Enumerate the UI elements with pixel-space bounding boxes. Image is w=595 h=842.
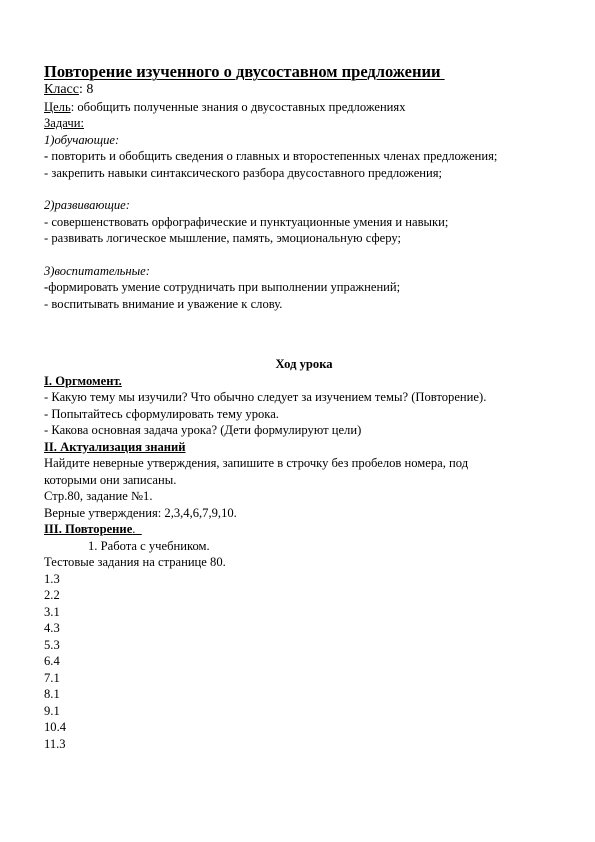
- section2-heading: 2)развивающие:: [44, 198, 130, 212]
- part1-line: - Какова основная задача урока? (Дети формулируют цели): [44, 423, 362, 437]
- section3-item: -формировать умение сотрудничать при выполнении упражнений;: [44, 280, 401, 294]
- part1-heading: I. Оргмомент.: [44, 373, 122, 388]
- class-label: Класс: [44, 82, 79, 97]
- answer-item: 4.3: [44, 621, 60, 635]
- tasks-line: Задачи:: [44, 116, 84, 130]
- section3-heading: 3)воспитательные:: [44, 263, 150, 278]
- part3-heading: III. Повторение.: [44, 522, 136, 536]
- answer-item: 7.1: [44, 670, 60, 685]
- section3-item: - воспитывать внимание и уважение к слову.: [44, 296, 283, 311]
- answer-item: 3.1: [44, 604, 60, 619]
- section1-item: - повторить и обобщить сведения о главных и второстепенных членах предложения;: [44, 149, 498, 163]
- class-value: : 8: [78, 82, 94, 97]
- part1-line: - Попытайтесь сформулировать тему урока.: [44, 406, 279, 421]
- part3-list-item: 1. Работа с учебником.: [88, 538, 210, 553]
- section1-item: - закрепить навыки синтаксического разбора двусоставного предложения;: [44, 165, 443, 180]
- answer-item: 11.3: [44, 736, 66, 751]
- part2-line: Верные утверждения: 2,3,4,6,7,9,10.: [44, 505, 237, 520]
- class-line: [44, 82, 564, 99]
- section2-item: - развивать логическое мышление, память, эмоциональную сферу;: [44, 231, 401, 245]
- part3-tests-line: Тестовые задания на странице 80.: [44, 555, 226, 569]
- answer-item: 5.3: [44, 637, 60, 652]
- part2-line: Найдите неверные утверждения, запишите в строчку без пробелов номера, под: [44, 456, 469, 470]
- document-title: Повторение изученного о двусоставном предложении: [44, 62, 441, 81]
- part1-line: - Какую тему мы изучили? Что обычно следует за изучением темы? (Повторение).: [44, 390, 487, 404]
- part2-line: которыми они записаны.: [44, 472, 177, 487]
- goal-line: [44, 99, 564, 116]
- part2-heading: II. Актуализация знаний: [44, 439, 186, 454]
- part2-line: Стр.80, задание №1.: [44, 489, 153, 503]
- document-page: [44, 62, 564, 752]
- answer-item: 10.4: [44, 720, 67, 734]
- answer-item: 8.1: [44, 687, 60, 701]
- section1-heading: 1)обучающие:: [44, 132, 120, 147]
- goal-label: Цель: [44, 99, 71, 114]
- tasks-label: Задачи: [44, 116, 81, 130]
- goal-text: : обобщить полученные знания о двусоставных предложениях: [70, 99, 406, 114]
- answer-item: 2.2: [44, 588, 60, 602]
- answer-item: 9.1: [44, 703, 60, 718]
- section2-item: - совершенствовать орфографические и пунктуационные умения и навыки;: [44, 214, 449, 229]
- answer-item: 1.3: [44, 571, 60, 586]
- lesson-heading: Ход урока: [275, 357, 333, 371]
- answer-item: 6.4: [44, 654, 60, 668]
